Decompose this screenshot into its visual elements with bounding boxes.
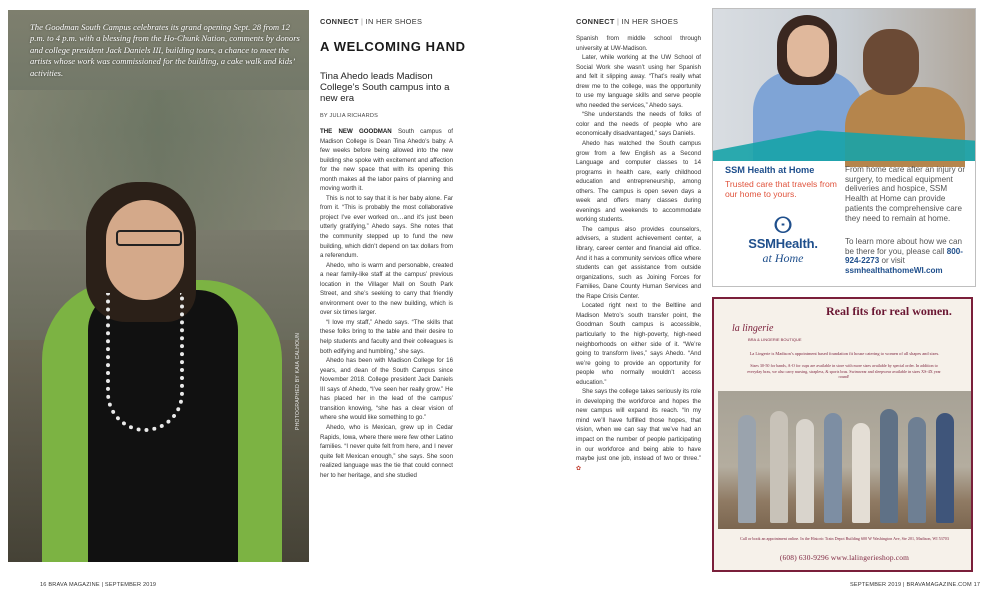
section-label: CONNECT [320,17,359,26]
ad-headline: Real fits for real women. [826,304,952,318]
body-paragraph: Later, while working at the UW School of Social Work she wasn’t using her Spanish and felt it slipping away. “That’s really what drew me to the college, was the opportunity to use my language skills and serve people who needed the services,” Ahedo says. [576,54,701,109]
lingerie-ad[interactable] [712,297,973,572]
body-paragraph: “She understands the needs of folks of color and the needs of people who are economically disadvantaged,” says Daniels. [576,111,701,138]
ad-photo [713,9,975,161]
ad-tagline: Trusted care that travels from our home to yours. [725,179,837,199]
body-paragraph: She says the college takes seriously its role in developing the workforce and hopes the new campus will expand its reach. “In my mind we’ll have fulfilled those hopes, that vision, when we can say that we’ve had an impact on the number of people participating in our workforce and being able to have maybe just one job, instead of two or three.” ✿ [576,388,701,472]
headline: A WELCOMING HAND [320,39,466,54]
body-paragraph: Ahedo has been with Madison College for 16 years, and dean of the South Campus since November 2018. College president Jack Daniels III says of Ahedo, “I’ve seen her really grow.” He has placed her in the lead of the campus’ transition knowing, “she has a clear vision of where she would like something to go.” [320,357,453,422]
body-paragraph: “I love my staff,” Ahedo says. “The skills that these folks bring to the table and their desire to help students and faculty and their colleagues is both edifying and humbling,” she says. [320,318,453,355]
subsection-label: IN HER SHOES [365,17,423,26]
subsection-label: IN HER SHOES [621,17,679,26]
ssm-health-ad[interactable] [712,8,976,287]
ad-intro: La Lingerie is Madison’s appointment based foundation fit house catering to women of all shapes and sizes. [749,351,940,356]
body-paragraph: This is not to say that it is her baby alone. Far from it. “This is probably the most collaborative project I’ve ever worked on…and it’s just been utterly gratifying,” Ahedo says. She notes that the community stepped up to fund the new building, which didn’t depend on tax dollars from a referendum. [320,194,453,260]
model-figure [880,409,898,523]
right-body-column [576,34,701,473]
face [106,200,184,300]
ad-sizes: Sizes 30-50 for bands, A-O for cups are available in store with more sizes available by special order. In addition to everyday bras, we also carry nursing, strapless, & sports bras. Swimwear and sleepwear available in sizes XS-4X year round! [747,363,941,380]
ad-url[interactable]: ssmhealthathomeWI.com [845,266,943,276]
ssm-logo-sub: at Home [762,251,804,265]
ssm-logo-name: SSMHealth. [748,236,818,251]
ad-phone[interactable]: 800-924-2273 [845,246,963,266]
left-folio: 16 BRAVA MAGAZINE | SEPTEMBER 2019 [40,582,157,588]
model-figure [824,413,842,523]
model-figure [796,419,814,523]
ad-group-photo [718,391,971,529]
ad-title: SSM Health at Home [725,165,815,175]
body-paragraph: Located right next to the Beltline and Madison Metro’s south transfer point, the Goodman South campus is accessible, particularly to the high-poverty, high-need neighborhoods on either side of it. “We’re going to transform lives,” says Ahedo. “And we’re going to provide an opportunity for people who normally wouldn’t access education.” [576,302,701,386]
nurse-face [787,25,829,77]
section-kicker [320,17,422,26]
end-mark-icon: ✿ [576,464,582,472]
right-folio: SEPTEMBER 2019 | BRAVAMAGAZINE.COM 17 [850,582,981,588]
ssm-logo-icon: ⵙ [773,213,793,238]
ssm-logo [733,213,833,266]
body-paragraph: Ahedo has watched the South campus grow from a few English as a Second Language and computer classes to 14 programs in health care, early childhood education and entrepreneurship, among others. The campus is open seven days a week and offers many classes during evenings and weekends to accommodate working students. [576,140,701,224]
left-body-column [320,127,453,480]
kicker-separator: | [617,17,620,26]
patient-face [863,29,919,95]
model-figure [770,411,788,523]
ad-copy: From home care after an injury or surgery, to medical equipment deliveries and hospice, SSM Health at Home can provide patients the comprehensive care they need to remain at home. [845,165,966,223]
section-label: CONNECT [576,17,615,26]
photo-credit: PHOTOGRAPHED BY KAIA CALHOUN [295,332,301,430]
body-paragraph: Spanish from middle school through university at UW-Madison. [576,35,701,52]
lingerie-logo-sub: BRA & LINGERIE BOUTIQUE [748,337,802,342]
model-figure [908,417,926,523]
byline: BY JULIA RICHARDS [320,113,379,119]
model-figure [936,413,954,523]
ad-location: Call or book an appointment online. In the Historic Train Depot Building 600 W Washington Ave, Ste 201, Madison, WI 53703 [740,536,949,541]
model-figure [852,423,870,523]
article-photo [8,10,309,562]
body-paragraph: THE NEW GOODMAN South campus of Madison College is Dean Tina Ahedo’s baby. A few weeks before being allowed into the new building she spoke with excitement and affection for the new space that with its opening this month makes all the labor pains of planning and moving worth it. [320,128,453,193]
body-paragraph: The campus also provides counselors, advisers, a student achievement center, a library, career center and financial aid office. And it has a community services office where students can get assistance from outside organizations, such as Joining Forces for Families, Dane County Human Services and the Rape Crisis Center. [576,225,701,300]
kicker-separator: | [361,17,364,26]
section-kicker [576,17,678,26]
glasses [116,230,182,246]
ad-contact: To learn more about how we can be there for you, please call 800-924-2273 or visit ssmhealthathomeWI.com [845,237,963,276]
photo-caption: The Goodman South Campus celebrates its grand opening Sept. 28 from 12 p.m. to 4 p.m. with a blessing from the Ho-Chunk Nation, comments by donors and college president Jack Daniels III, building tours, a chance to meet the artists whose work was commissioned for the building, a cake walk and kids’ activities. [30,22,300,78]
lingerie-logo: la lingerie [732,323,774,334]
ad-contact[interactable]: (608) 630-9296 www.lalingerieshop.com [779,553,910,562]
necklace [106,293,184,432]
body-paragraph: Ahedo, who is Mexican, grew up in Cedar Rapids, Iowa, where there were few other Latino families. “I never quite felt from here, and I never quite felt Mexican enough,” she says. She soon realized language was the tie that could connect her to her heritage, and she studied [320,423,453,479]
lead-in: THE NEW GOODMAN [320,128,392,135]
model-figure [738,415,756,523]
body-paragraph: Ahedo, who is warm and personable, created a near family-like staff at the campus’ previous location in the Villager Mall on South Park Street, and she’s seeking to carry that friendly environment over to the new building, which is over six times larger. [320,261,453,317]
dek: Tina Ahedo leads Madison College’s South campus into a new era [320,71,450,105]
